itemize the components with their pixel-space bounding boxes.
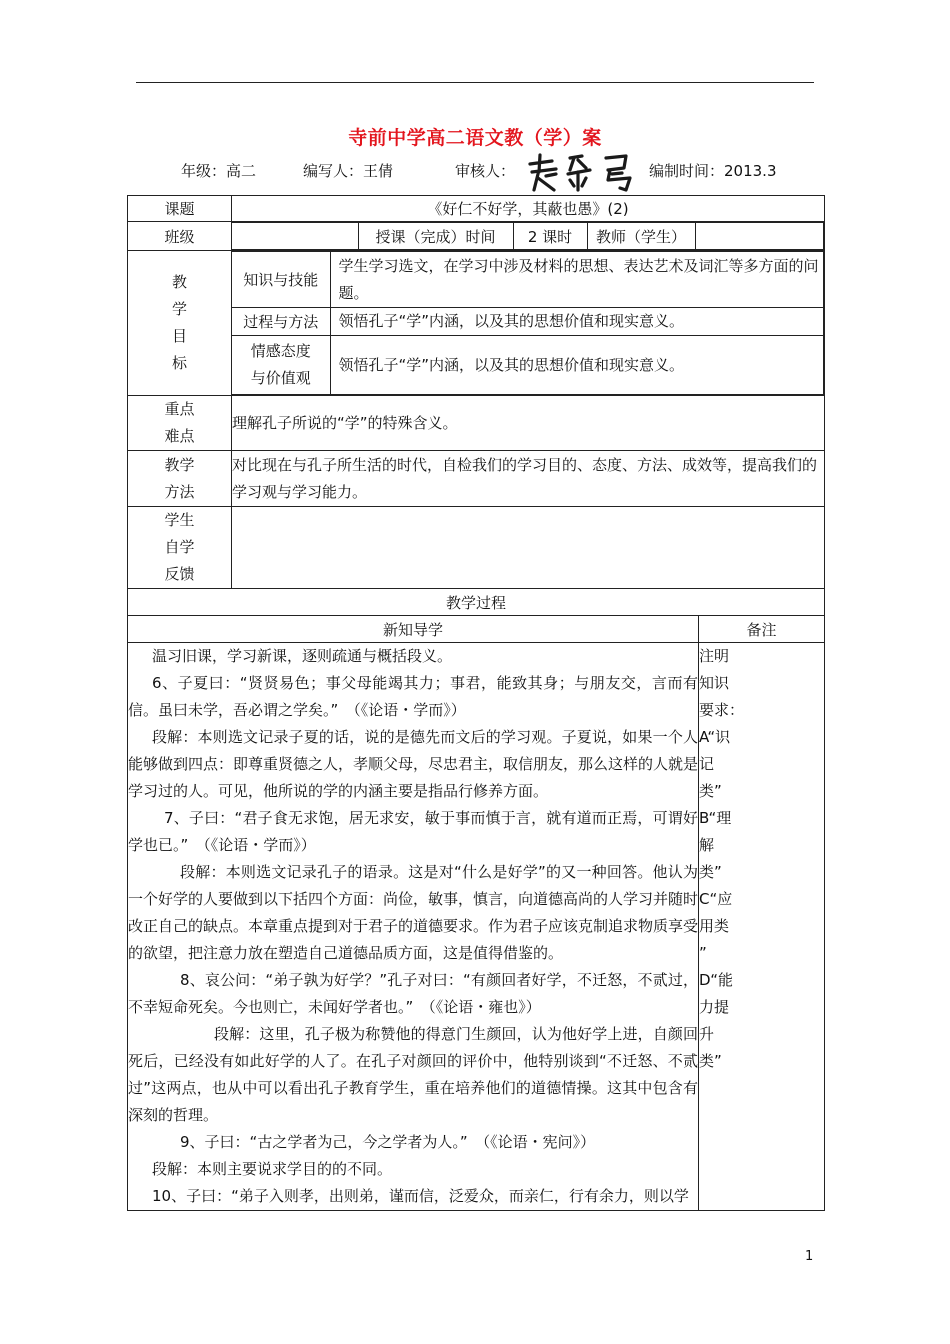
remarks-line: 类” bbox=[699, 863, 722, 881]
goals-label-char: 目 bbox=[171, 327, 187, 345]
remarks-line: 类” bbox=[699, 1052, 722, 1070]
class-label: 班级 bbox=[128, 222, 232, 251]
goals-label-char: 标 bbox=[171, 354, 187, 372]
remarks-line: 升 bbox=[699, 1025, 715, 1043]
process-content-row bbox=[128, 643, 825, 1211]
reviewer-label: 审核人： bbox=[455, 162, 516, 180]
page-number: 1 bbox=[805, 1249, 814, 1264]
class-row bbox=[128, 222, 825, 251]
goal-text-attitude: 领悟孔子“学”内涵，以及其的思想价值和现实意义。 bbox=[330, 336, 824, 395]
lesson-plan-table bbox=[127, 195, 825, 1211]
remarks-content bbox=[699, 643, 825, 1211]
grade-label: 年级：高二 bbox=[181, 162, 257, 180]
remarks-line: 记 bbox=[699, 755, 715, 773]
process-paragraph: 9、子曰：“古之学者为己，今之学者为人。” （《论语・宪问》） bbox=[180, 1133, 596, 1151]
remarks-line: 用类 bbox=[699, 917, 730, 935]
process-paragraph: 8、哀公问：“弟子孰为好学？”孔子对曰：“有颜回者好学，不迁怒，不贰过，不幸短命死矣。今也则亡，未闻好学者也。” （《论语・雍也》） bbox=[128, 971, 698, 1016]
process-paragraph: 段解：本则主要说求学目的的不同。 bbox=[152, 1160, 393, 1178]
remarks-line: C“应 bbox=[699, 890, 733, 908]
method-label-line: 方法 bbox=[164, 482, 195, 501]
remarks-line: 要求： bbox=[699, 701, 745, 719]
topic-label: 课题 bbox=[128, 196, 232, 222]
topic-row bbox=[128, 196, 825, 222]
process-subheader-row bbox=[128, 616, 825, 643]
process-header-row bbox=[128, 589, 825, 616]
goal-label-attitude bbox=[232, 336, 330, 395]
remarks-line: 知识 bbox=[699, 674, 730, 692]
feedback-label-line: 学生 bbox=[164, 511, 195, 529]
remarks-line: 力提 bbox=[699, 998, 730, 1016]
process-paragraph: 温习旧课，学习新课，逐则疏通与概括段义。 bbox=[152, 647, 453, 665]
date-label: 编制时间：2013.3 bbox=[649, 162, 777, 180]
remarks-line: A“识 bbox=[699, 728, 731, 746]
session-value: 2 课时 bbox=[513, 223, 587, 250]
method-row bbox=[128, 451, 825, 507]
goals-label-char: 教 bbox=[171, 273, 187, 291]
goal-label-attitude-line: 情感态度 bbox=[250, 342, 311, 360]
teacher-value bbox=[695, 223, 824, 250]
goal-label-process: 过程与方法 bbox=[232, 308, 330, 336]
key-label-line: 难点 bbox=[164, 427, 195, 445]
key-row bbox=[128, 396, 825, 451]
goal-text-process: 领悟孔子“学”内涵，以及其的思想价值和现实意义。 bbox=[330, 308, 824, 336]
goals-label-char: 学 bbox=[171, 300, 187, 318]
teacher-label: 教师（学生） bbox=[587, 223, 695, 250]
method-label bbox=[128, 451, 232, 507]
goal-label-attitude-line: 与价值观 bbox=[250, 369, 311, 387]
process-label: 教学过程 bbox=[128, 589, 825, 616]
process-paragraph: 段解：本则选文记录子夏的话，说的是德先而文后的学习观。子夏说，如果一个人能够做到四点：即尊重贤德之人，孝顺父母，尽忠君主，取信朋友，那么这样的人就是学习过的人。可见，他所说的学的内涵主要是指品行修养方面。 bbox=[128, 728, 699, 800]
header-rule bbox=[136, 82, 814, 83]
feedback-label-line: 自学 bbox=[164, 538, 195, 556]
feedback-row bbox=[128, 507, 825, 589]
remarks-line: ” bbox=[699, 944, 707, 962]
new-label: 新知导学 bbox=[128, 616, 699, 643]
process-content bbox=[128, 643, 699, 1211]
feedback-label-line: 反馈 bbox=[164, 565, 195, 583]
key-label-line: 重点 bbox=[164, 400, 195, 418]
process-paragraph: 10、子曰：“弟子入则孝，出则弟，谨而信，泛爱众，而亲仁，行有余力，则以学 bbox=[152, 1187, 689, 1205]
key-label bbox=[128, 396, 232, 451]
remarks-line: 注明 bbox=[699, 647, 730, 665]
remarks-label: 备注 bbox=[699, 616, 825, 643]
remarks-line: 类” bbox=[699, 782, 722, 800]
process-paragraph: 6、子夏曰：“贤贤易色；事父母能竭其力；事君，能致其身；与朋友交，言而有信。虽曰未学，吾必谓之学矣。” （《论语・学而》） bbox=[128, 674, 698, 719]
process-paragraph: 段解：这里，孔子极为称赞他的得意门生颜回，认为他好学上进，自颜回死后，已经没有如此好学的人了。在孔子对颜回的评价中，他特别谈到“不迁怒、不贰过”这两点，也从中可以看出孔子教育学生，重在培养他们的道德情操。这其中包含有深刻的哲理。 bbox=[128, 1025, 698, 1124]
process-paragraph: 7、子曰：“君子食无求饱，居无求安，敏于事而慎于言，就有道而正焉，可谓好学也已。” （《论语・学而》） bbox=[128, 809, 698, 854]
feedback-label bbox=[128, 507, 232, 589]
key-text: 理解孔子所说的“学”的特殊含义。 bbox=[232, 396, 825, 451]
document-title: 寺前中学高二语文教（学）案 bbox=[348, 127, 602, 149]
method-text: 对比现在与孔子所生活的时代，自检我们的学习目的、态度、方法、成效等，提高我们的学习观与学习能力。 bbox=[232, 451, 825, 507]
remarks-line: B“理 bbox=[699, 809, 732, 827]
class-value bbox=[232, 223, 358, 250]
session-label: 授课（完成）时间 bbox=[358, 223, 513, 250]
goals-label bbox=[128, 251, 232, 396]
method-label-line: 教学 bbox=[164, 455, 195, 474]
goal-text-knowledge: 学生学习选文，在学习中涉及材料的思想、表达艺术及词汇等多方面的问题。 bbox=[330, 252, 824, 308]
topic-value: 《好仁不好学，其蔽也愚》(2) bbox=[232, 196, 825, 222]
author-label: 编写人：王倩 bbox=[303, 162, 394, 180]
remarks-line: 解 bbox=[699, 836, 715, 854]
remarks-line: D“能 bbox=[699, 971, 733, 989]
reviewer-signature bbox=[526, 150, 636, 194]
feedback-value bbox=[232, 507, 825, 589]
goals-row bbox=[128, 251, 825, 396]
process-paragraph: 段解：本则选文记录孔子的语录。这是对“什么是好学”的又一种回答。他认为一个好学的人要做到以下括四个方面：尚俭，敏事，慎言，向道德高尚的人学习并随时改正自己的缺点。本章重点提到对于君子的道德要求。作为君子应该克制追求物质享受的欲望，把注意力放在塑造自己道德品质方面，这是值得借鉴的。 bbox=[128, 863, 699, 962]
goal-label-knowledge: 知识与技能 bbox=[232, 252, 330, 308]
